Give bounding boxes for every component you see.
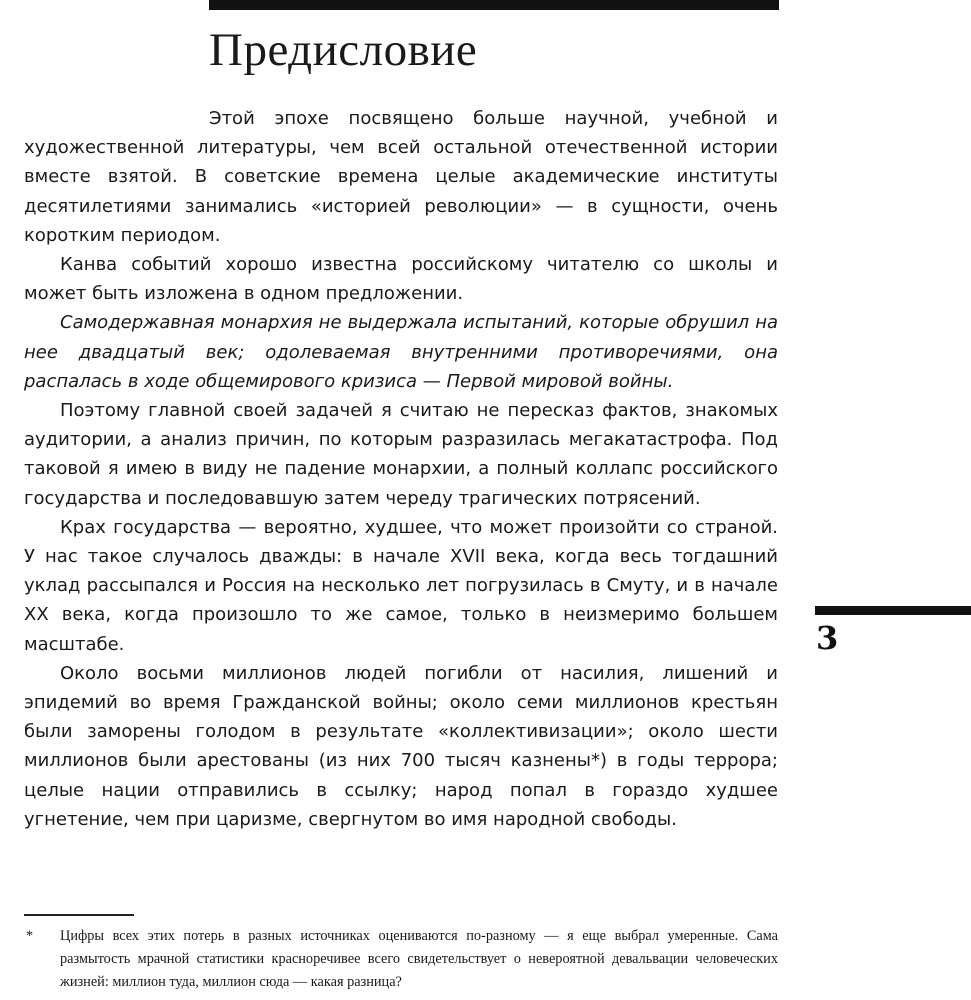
chapter-top-rule — [209, 0, 779, 10]
page-number-rule — [815, 606, 971, 615]
paragraph-4: Поэтому главной своей задачей я считаю не пересказ фактов, знакомых аудитории, а анализ причин, по которым разразилась мегакатастрофа. Под таковой я имею в виду не падение монархии, а полный коллапс российского государства и последовавшую затем череду трагических потрясений. — [24, 400, 778, 509]
footnote — [24, 925, 778, 994]
chapter-title: Предисловие — [209, 24, 478, 76]
paragraph-3-italic-summary: Самодержавная монархия не выдержала испытаний, которые обрушил на нее двадцатый век; одолеваемая внутренними противоречиями, она распалась в ходе общемирового кризиса — Первой мировой войны. — [24, 312, 778, 392]
paragraph-6: Около восьми миллионов людей погибли от насилия, лишений и эпидемий во время Гражданской войны; около семи миллионов крестьян были заморены голодом в результате «коллективизации»; около шести миллионов были арестованы (из них 700 тысяч казнены*) в годы террора; целые нации отправились в ссылку; народ попал в гораздо худшее угнетение, чем при царизме, свергнутом во имя народной свободы. — [24, 662, 778, 830]
page-number: 3 — [816, 619, 839, 657]
paragraph-1: Этой эпохе посвящено больше научной, учебной и художественной литературы, чем всей остальной отечественной истории вместе взятой. В советские времена целые академические институты десятилетиями занимались «историей революции» — в сущности, очень коротким периодом. — [24, 108, 778, 246]
paragraph-5: Крах государства — вероятно, худшее, что может произойти со страной. У нас такое случалось дважды: в начале XVII века, когда весь тогдашний уклад рассыпался и Россия на несколько лет погрузилась в Смуту, и в начале XX века, когда произошло то же самое, только в неизмеримо большем масштабе. — [24, 516, 778, 655]
footnote-separator — [24, 914, 134, 916]
body-text — [24, 104, 778, 834]
footnote-text: Цифры всех этих потерь в разных источниках оцениваются по-разному — я еще выбрал умеренные. Сама размытость мрачной статистики красноречивее всего свидетельствует о невероятной девальвации человеческих жизней: миллион туда, миллион сюда — какая разница? — [60, 928, 778, 990]
footnote-mark: * — [26, 928, 34, 944]
paragraph-2: Канва событий хорошо известна российскому читателю со школы и может быть изложена в одном предложении. — [24, 254, 778, 305]
